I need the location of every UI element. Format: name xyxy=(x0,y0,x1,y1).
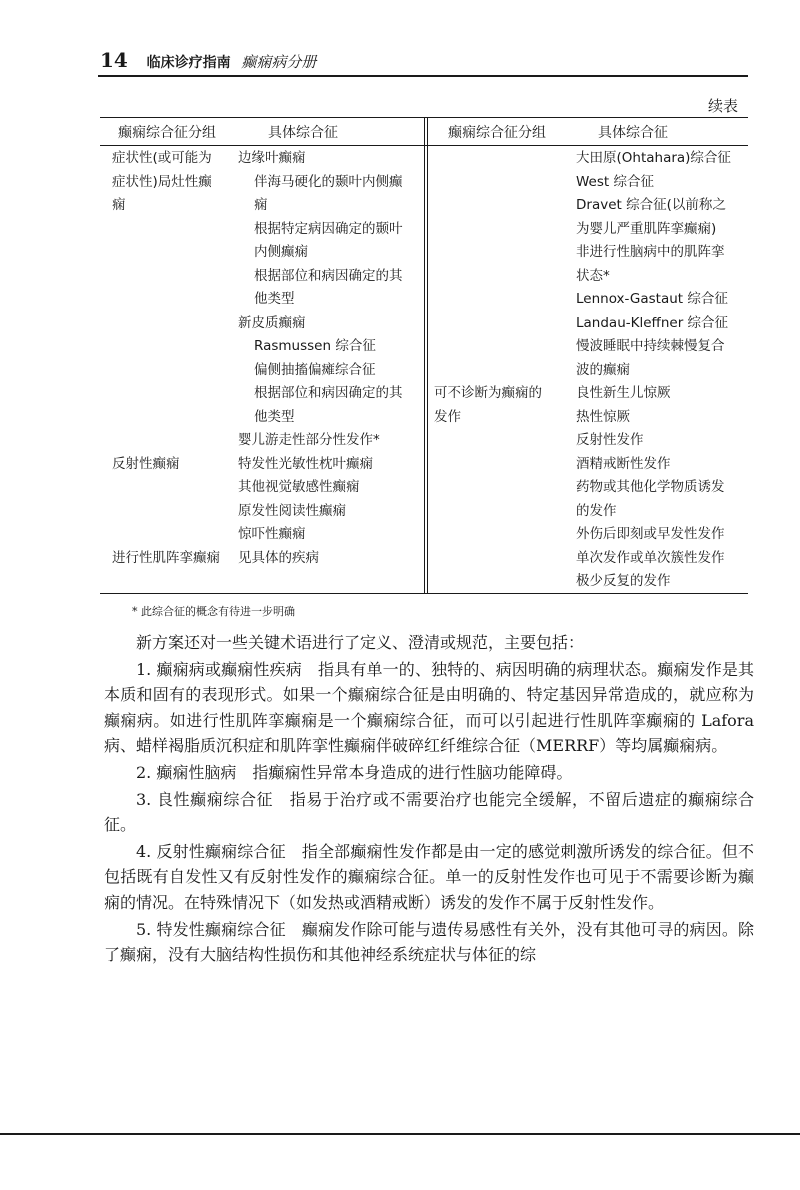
table-syndrome-item: Rasmussen 综合征 xyxy=(254,338,376,354)
table-syndrome-item: Landau-Kleffner 综合征 xyxy=(576,314,729,331)
table-syndrome-item: 非进行性脑病中的肌阵挛 xyxy=(576,244,725,260)
table-syndrome-item: 内侧癫痫 xyxy=(254,244,308,260)
table-syndrome-item: 特发性光敏性枕叶癫痫 xyxy=(238,455,373,472)
table-syndrome-item: 根据部位和病因确定的其 xyxy=(254,267,403,284)
table-group-label: 可不诊断为癫痫的 xyxy=(434,385,542,401)
table-syndrome-item: Dravet 综合征(以前称之 xyxy=(576,197,726,213)
table-group-label: 痫 xyxy=(112,197,126,213)
paragraph: 3. 良性癫痫综合征 指易于治疗或不需要治疗也能完全缓解，不留后遗症的癫痫综合征。 xyxy=(104,789,754,835)
table-header-group-left: 癫痫综合征分组 xyxy=(118,125,216,141)
body-text xyxy=(104,630,754,969)
table-syndrome-item: 波的癫痫 xyxy=(576,361,630,378)
table-syndrome-item: 原发性阅读性癫痫 xyxy=(238,502,346,519)
table-group-label: 症状性(或可能为 xyxy=(112,150,212,166)
table-syndrome-item: 新皮质癫痫 xyxy=(238,314,306,331)
table-syndrome-item: 大田原(Ohtahara)综合征 xyxy=(576,150,731,166)
table-header-group-right: 癫痫综合征分组 xyxy=(448,125,546,141)
table-syndrome-item: 良性新生儿惊厥 xyxy=(576,385,671,401)
table-syndrome-item: 偏侧抽搐偏瘫综合征 xyxy=(254,361,376,378)
table-group-label: 反射性癫痫 xyxy=(112,455,180,472)
table-header-syndrome-right: 具体综合征 xyxy=(598,125,668,141)
table-syndrome-item: 婴儿游走性部分性发作* xyxy=(238,432,380,448)
paragraph: 新方案还对一些关键术语进行了定义、澄清或规范，主要包括： xyxy=(136,633,585,652)
paragraph: 5. 特发性癫痫综合征 癫痫发作除可能与遗传易感性有关外，没有其他可寻的病因。除了癫痫，没有大脑结构性损伤和其他神经系统症状与体征的综 xyxy=(104,919,754,965)
continued-label: 续表 xyxy=(707,97,738,115)
book-title: 临床诊疗指南 xyxy=(146,55,231,71)
table-syndrome-item: 热性惊厥 xyxy=(576,408,630,425)
table-group-label: 进行性肌阵挛癫痫 xyxy=(112,549,220,566)
paragraph: 1. 癫痫病或癫痫性疾病 指具有单一的、独特的、病因明确的病理状态。癫痫发作是其本质和固有的表现形式。如果一个癫痫综合征是由明确的、特定基因异常造成的，就应称为癫痫病。如进行性肌阵挛癫痫是一个癫痫综合征，而可以引起进行性肌阵挛癫痫的 Lafora 病、蜡样褐脂质沉积症和肌阵挛性癫痫伴破碎红纤维综合征（MERRF）等均属癫痫病。 xyxy=(104,659,754,756)
table-syndrome-item: 惊吓性癫痫 xyxy=(238,526,306,542)
table-syndrome-item: 外伤后即刻或早发性发作 xyxy=(576,526,725,542)
table-syndrome-item: 根据部位和病因确定的其 xyxy=(254,385,403,401)
table-syndrome-item: 痫 xyxy=(254,197,268,213)
table-syndrome-item: 药物或其他化学物质诱发 xyxy=(576,479,725,495)
table-group-label: 发作 xyxy=(434,408,461,425)
table-syndrome-item: 反射性发作 xyxy=(576,432,644,448)
table-syndrome-item: 伴海马硬化的颞叶内侧癫 xyxy=(254,173,403,190)
table-divider xyxy=(427,117,428,593)
table-header-syndrome-left: 具体综合征 xyxy=(268,125,338,141)
table-syndrome-item: 状态* xyxy=(576,267,610,284)
header-rule xyxy=(98,75,748,77)
paragraph: 4. 反射性癫痫综合征 指全部癫痫性发作都是由一定的感觉刺激所诱发的综合征。但不包括既有自发性又有反射性发作的癫痫综合征。单一的反射性发作也可见于不需要诊断为癫痫的情况。在特殊情况下（如发热或酒精戒断）诱发的发作不属于反射性发作。 xyxy=(104,841,754,912)
table-syndrome-item: 极少反复的发作 xyxy=(576,573,671,589)
table-bottom-rule xyxy=(100,593,748,594)
table-syndrome-item: 的发作 xyxy=(576,502,617,519)
table-syndrome-item: 他类型 xyxy=(254,291,295,307)
table-syndrome-item: 他类型 xyxy=(254,408,295,425)
table-syndrome-item: Lennox-Gastaut 综合征 xyxy=(576,291,728,307)
table-syndrome-item: West 综合征 xyxy=(576,173,654,190)
page-number: 14 xyxy=(100,48,128,72)
table-syndrome-item: 为婴儿严重肌阵挛癫痫) xyxy=(576,220,717,237)
table-divider xyxy=(424,117,425,593)
table-syndrome-item: 其他视觉敏感性癫痫 xyxy=(238,479,360,495)
part-title: 癫痫病分册 xyxy=(241,53,317,71)
page-bottom-rule xyxy=(0,1133,800,1135)
table-footnote: * 此综合征的概念有待进一步明确 xyxy=(132,605,295,618)
running-header xyxy=(100,48,316,72)
table-syndrome-item: 边缘叶癫痫 xyxy=(238,150,306,166)
table-syndrome-item: 酒精戒断性发作 xyxy=(576,455,671,472)
table-syndrome-item: 根据特定病因确定的颞叶 xyxy=(254,220,403,237)
table-syndrome-item: 单次发作或单次簇性发作 xyxy=(576,549,725,566)
table-group-label: 症状性)局灶性癫 xyxy=(112,173,212,190)
paragraph: 2. 癫痫性脑病 指癫痫性异常本身造成的进行性脑功能障碍。 xyxy=(136,762,573,782)
table-syndrome-item: 慢波睡眠中持续棘慢复合 xyxy=(576,338,725,354)
table-syndrome-item: 见具体的疾病 xyxy=(238,549,319,566)
